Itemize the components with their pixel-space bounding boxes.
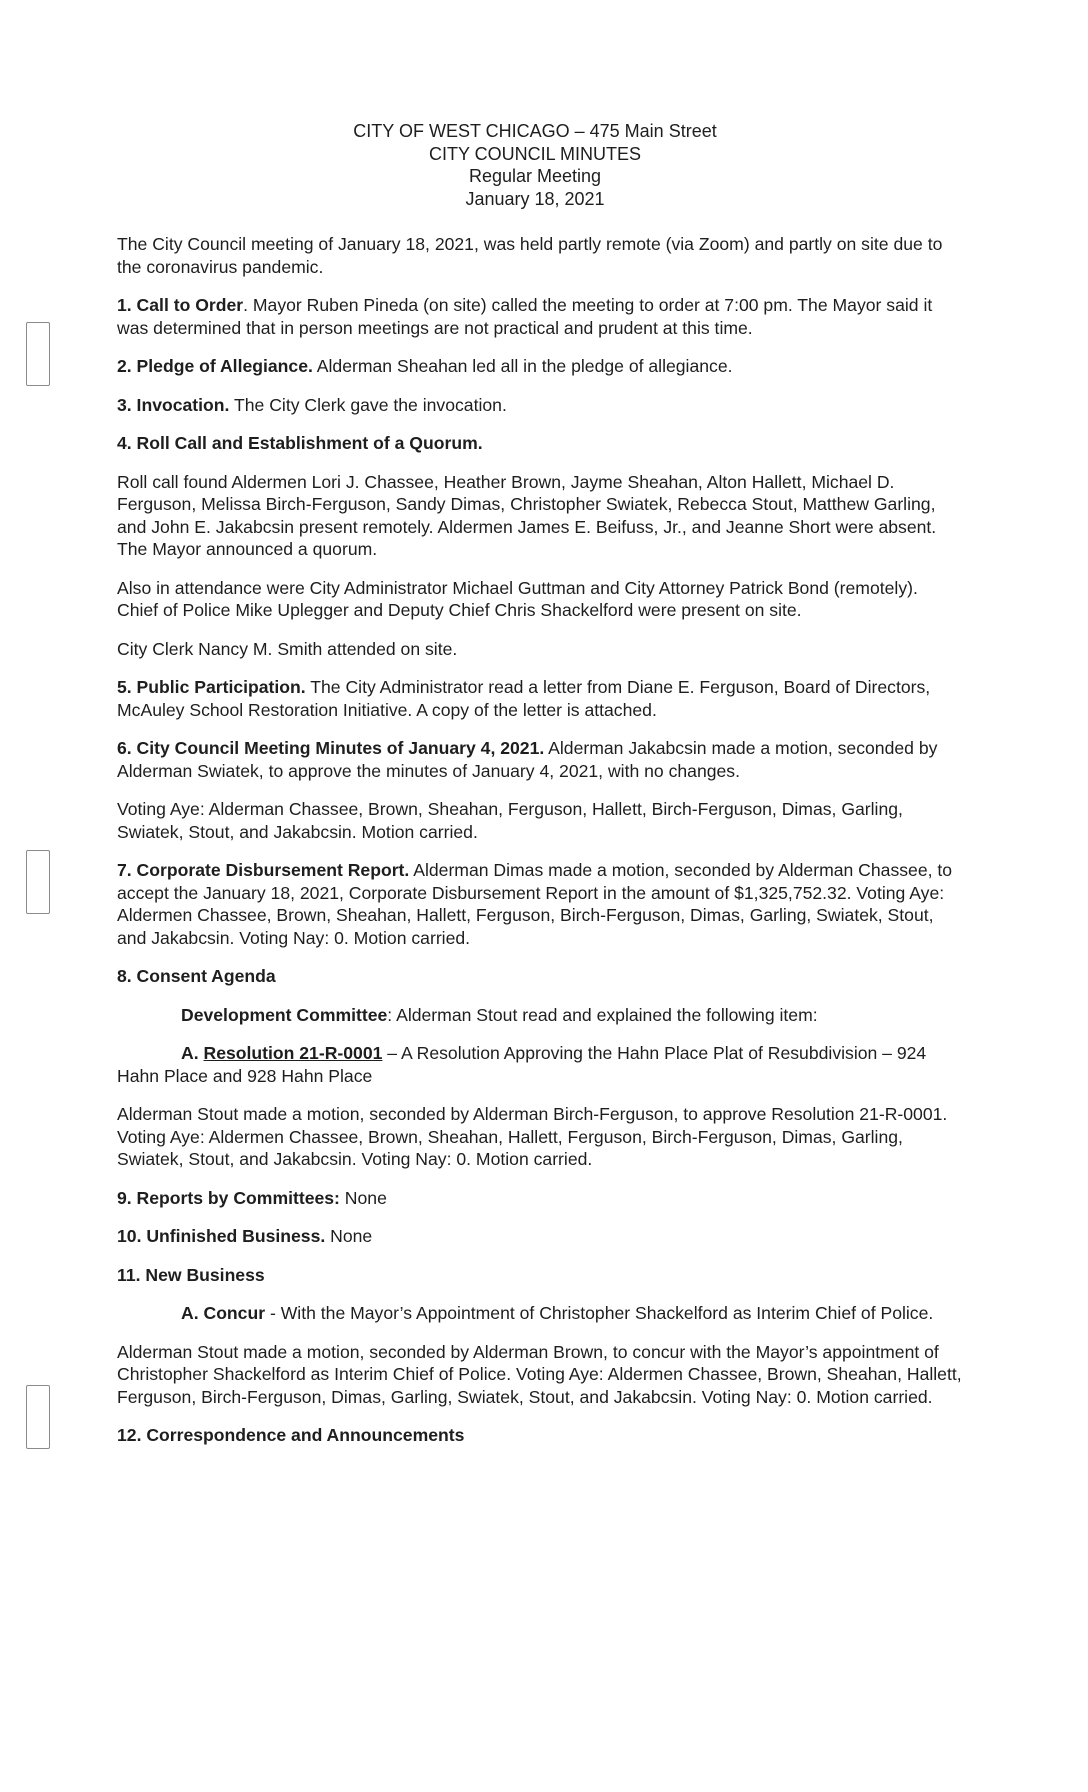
section-minutes-approval bbox=[117, 737, 962, 782]
binder-hole bbox=[26, 850, 50, 914]
section-invocation bbox=[117, 394, 962, 417]
section-call-to-order bbox=[117, 294, 962, 339]
section-reports-by-committees bbox=[117, 1187, 962, 1210]
section-heading: 2. Pledge of Allegiance. bbox=[117, 356, 313, 376]
item-text: - With the Mayor’s Appointment of Christopher Shackelford as Interim Chief of Police. bbox=[265, 1303, 934, 1323]
section-heading: 7. Corporate Disbursement Report. bbox=[117, 860, 410, 880]
section-heading: 1. Call to Order bbox=[117, 295, 244, 315]
section-correspondence-heading: 12. Correspondence and Announcements bbox=[117, 1425, 465, 1445]
binder-hole bbox=[26, 322, 50, 386]
header-meeting-type: Regular Meeting bbox=[468, 166, 602, 186]
item-letter: A. bbox=[181, 1043, 199, 1063]
section-text: The City Clerk gave the invocation. bbox=[229, 394, 507, 415]
section-heading: 10. Unfinished Business. bbox=[117, 1226, 326, 1246]
section-pledge bbox=[117, 355, 962, 378]
roll-call-paragraph: Roll call found Aldermen Lori J. Chassee, Heather Brown, Jayme Sheahan, Alton Hallett, Michael D. Ferguson, Melissa Birch-Ferguson, Sandy Dimas, Christopher Swiatek, Rebecca Stout, Matthew Garling, and John E. Jakabcsin present remotely. Aldermen James E. Beifuss, Jr., and Jeanne Short were absent. The Mayor announced a quorum. bbox=[117, 471, 937, 559]
minutes-body bbox=[117, 233, 962, 1447]
section-text: Alderman Sheahan led all in the pledge of allegiance. bbox=[312, 356, 733, 376]
document-header bbox=[200, 120, 870, 210]
section-unfinished-business bbox=[117, 1225, 962, 1248]
consent-motion-paragraph: Alderman Stout made a motion, seconded by Alderman Birch-Ferguson, to approve Resolution 21-R-0001. Voting Aye: Aldermen Chassee, Brown, Sheahan, Hallett, Ferguson, Birch-Ferguson, Dimas, Garling, Swiatek, Stout, and Jakabcsin. Voting Nay: 0. Motion carried. bbox=[117, 1104, 948, 1169]
header-date: January 18, 2021 bbox=[465, 188, 605, 209]
new-business-motion-paragraph: Alderman Stout made a motion, seconded by Alderman Brown, to concur with the Mayor’s appointment of Christopher Shackelford as Interim Chief of Police. Voting Aye: Aldermen Chassee, Brown, Sheahan, Hallett, Ferguson, Birch-Ferguson, Dimas, Garling, Swiatek, Stout, and Jakabcsin. Voting Nay: 0. Motion carried. bbox=[117, 1341, 962, 1407]
clerk-paragraph: City Clerk Nancy M. Smith attended on site. bbox=[117, 638, 458, 659]
section-text: Alderman Dimas made a motion, seconded by Alderman Chassee, to accept the January 18, 2021, Corporate Disbursement Report in the amount of $1,325,752.32. Voting Aye: Aldermen Chassee, Brown, Sheahan, Hallett, Ferguson, Birch-Ferguson, Dimas, Garling, Swiatek, Stout, and Jakabcsin. Voting Nay: 0. Motion carried. bbox=[117, 860, 953, 948]
committee-heading: Development Committee bbox=[181, 1004, 388, 1025]
item-text: – A Resolution Approving the Hahn Place Plat of Resubdivision – 924 Hahn Place and 928 Hahn Place bbox=[117, 1043, 927, 1086]
binder-hole bbox=[26, 1385, 50, 1449]
section-text: None bbox=[339, 1187, 387, 1208]
consent-item-a bbox=[117, 1042, 962, 1087]
section-text: None bbox=[325, 1226, 373, 1246]
section-heading: 9. Reports by Committees: bbox=[117, 1187, 340, 1208]
intro-paragraph: The City Council meeting of January 18, 2021, was held partly remote (via Zoom) and partly on site due to the coronavirus pandemic. bbox=[117, 234, 943, 277]
header-title: CITY COUNCIL MINUTES bbox=[428, 143, 642, 164]
section-consent-agenda-heading: 8. Consent Agenda bbox=[117, 966, 276, 986]
section-disbursement-report bbox=[117, 859, 962, 949]
resolution-link: Resolution 21-R-0001 bbox=[203, 1043, 383, 1063]
committee-text: : Alderman Stout read and explained the following item: bbox=[387, 1004, 818, 1025]
section-public-participation bbox=[117, 676, 962, 721]
section-text: The City Administrator read a letter from Diane E. Ferguson, Board of Directors, McAuley School Restoration Initiative. A copy of the letter is attached. bbox=[117, 677, 931, 720]
development-committee-line bbox=[117, 1004, 962, 1027]
item-heading: A. Concur bbox=[181, 1303, 266, 1323]
header-city-address: CITY OF WEST CHICAGO – 475 Main Street bbox=[353, 121, 717, 141]
new-business-item-a bbox=[117, 1302, 962, 1325]
section-heading: 5. Public Participation. bbox=[117, 677, 306, 697]
section-heading: 3. Invocation. bbox=[117, 394, 230, 415]
minutes-vote-paragraph: Voting Aye: Alderman Chassee, Brown, Sheahan, Ferguson, Hallett, Birch-Ferguson, Dimas, Garling, Swiatek, Stout, and Jakabcsin. Motion carried. bbox=[117, 799, 903, 842]
section-text: Alderman Jakabcsin made a motion, seconded by Alderman Swiatek, to approve the minutes of January 4, 2021, with no changes. bbox=[117, 738, 938, 781]
attendance-paragraph: Also in attendance were City Administrator Michael Guttman and City Attorney Patrick Bond (remotely). Chief of Police Mike Uplegger and Deputy Chief Chris Shackelford were present on site. bbox=[117, 577, 918, 620]
section-new-business-heading: 11. New Business bbox=[117, 1264, 265, 1285]
section-text: . Mayor Ruben Pineda (on site) called the meeting to order at 7:00 pm. The Mayor said it was determined that in person meetings are not practical and prudent at this time. bbox=[117, 295, 933, 338]
section-roll-call-heading: 4. Roll Call and Establishment of a Quorum. bbox=[117, 433, 483, 453]
section-heading: 6. City Council Meeting Minutes of January 4, 2021. bbox=[117, 738, 545, 758]
